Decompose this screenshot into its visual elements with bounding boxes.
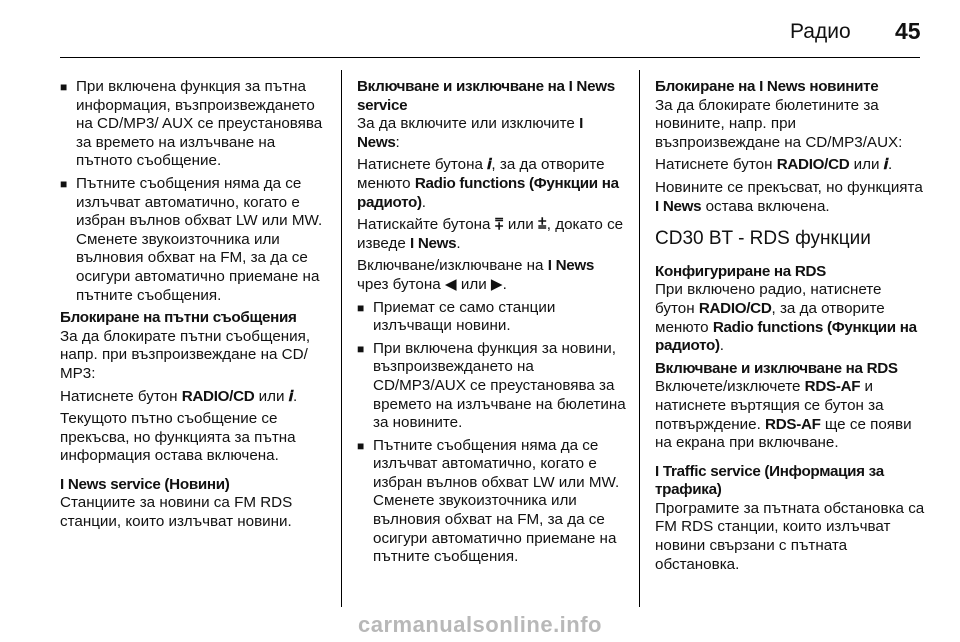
press-instruction: Натиснете бутон RADIO/CD или 𝒊.: [655, 156, 893, 174]
press-instruction: Натиснете бутон RADIO/CD или 𝒊.: [60, 387, 298, 405]
block-news-heading: Блокиране на I News новините: [655, 78, 879, 95]
bullet-icon: ■: [357, 438, 365, 453]
news-toggle-intro: За да включите или изключите I News:: [357, 115, 584, 151]
info-icon: 𝒊: [288, 387, 293, 405]
blocking-text: За да блокирате пътни съобщения, напр. при възпроизвеждане на CD/ MP3:: [60, 327, 311, 382]
blocking-heading: Блокиране на пътни съобщения: [60, 309, 297, 327]
config-text: При включено радио, натиснете бутон RADIO/CD, за да отворите менюто Radio functions (Функции на радиото).: [655, 281, 917, 355]
page-header: [0, 0, 960, 60]
column-divider-1: [341, 70, 342, 607]
block-news-text: За да блокирате бюлетините за новините, напр. при възпроизвеждане на CD/MP3/AUX:: [655, 96, 903, 151]
radio-cd-button-label: RADIO/CD: [776, 156, 850, 174]
watermark: carmanualsonline.info: [358, 612, 602, 637]
toggle-instruction: Включване/изключване на I News чрез бутона ◀ или ▶.: [357, 257, 595, 293]
radio-cd-button-label: RADIO/CD: [181, 387, 255, 405]
bullet-icon: ■: [60, 176, 68, 191]
current-text: Текущото пътно съобщение се прекъсва, но функцията за пътна информация остава включена.: [60, 410, 296, 465]
rds-text: Включете/изключете RDS-AF и натиснете въртящия се бутон за потвърждение. RDS-AF ще се появи на екрана при включване.: [655, 378, 912, 452]
page-title: Радио: [790, 20, 851, 43]
bullet-icon: ■: [60, 80, 68, 94]
list-item: ■ Пътните съобщения няма да се излъчват автоматично, когато е избран вълнов обхват LW или MW. Сменете звукоизточника или вълновия обхват на FM, за да се осигури автоматично приемане на пътните съобщения.: [60, 174, 323, 304]
config-heading: Конфигуриране на RDS: [655, 262, 826, 280]
column-left: [60, 78, 330, 536]
page-number: 45: [895, 18, 921, 44]
column-divider-2: [639, 70, 640, 607]
right-arrow-icon: ▶: [490, 275, 503, 293]
column-right: [655, 78, 925, 578]
bullet-icon: ■: [357, 300, 365, 315]
list-item: ■ При включена функция за новини, възпроизвеждането на CD/MP3/AUX се преустановява за времето на излъчване на бюлетина за новините.: [357, 339, 626, 432]
traffic-text: Програмите за пътната обстановка са FM RDS станции, които излъчват новини свързани с пътната обстановка.: [655, 499, 925, 573]
info-icon: 𝒊: [883, 156, 888, 174]
up-button-icon: ⩱: [494, 216, 504, 234]
news-text: Станциите за новини са FM RDS станции, които излъчват новини.: [60, 494, 293, 531]
open-menu-instruction: Натиснете бутона 𝒊, за да отворите менюто Radio functions (Функции на радиото).: [357, 156, 619, 211]
down-button-icon: ⩲: [537, 216, 547, 234]
traffic-heading: I Traffic service (Информация за трафика): [655, 462, 884, 499]
list-item: ■ При включена функция за пътна информация, възпроизвеждането на CD/MP3/ AUX се преустановява за времето на излъчване на пътното съобщение.: [60, 78, 323, 170]
scroll-instruction: Натискайте бутона ⩱ или ⩲, докато се изведе I News.: [357, 216, 624, 252]
list-item: ■ Приемат се само станции излъчващи новини.: [357, 298, 556, 335]
news-toggle-heading: Включване и изключване на I News service: [357, 78, 615, 114]
header-rule: [60, 57, 920, 58]
left-arrow-icon: ◀: [444, 275, 457, 293]
interrupt-text: Новините се прекъсват, но функцията I News остава включена.: [655, 178, 923, 215]
bullet-icon: ■: [357, 341, 365, 356]
news-heading: I News service (Новини): [60, 475, 230, 493]
list-item: ■ Пътните съобщения няма да се излъчват автоматично, когато е избран вълнов обхват LW или MW. Сменете звукоизточника или вълновия обхват на FM, за да се осигури автоматично приемане на пътните съобщения.: [357, 436, 620, 566]
rds-heading: Включване и изключване на RDS: [655, 359, 898, 377]
column-middle: [357, 78, 627, 571]
section-title: CD30 BT - RDS функции: [655, 228, 871, 250]
info-icon: 𝒊: [487, 156, 492, 174]
